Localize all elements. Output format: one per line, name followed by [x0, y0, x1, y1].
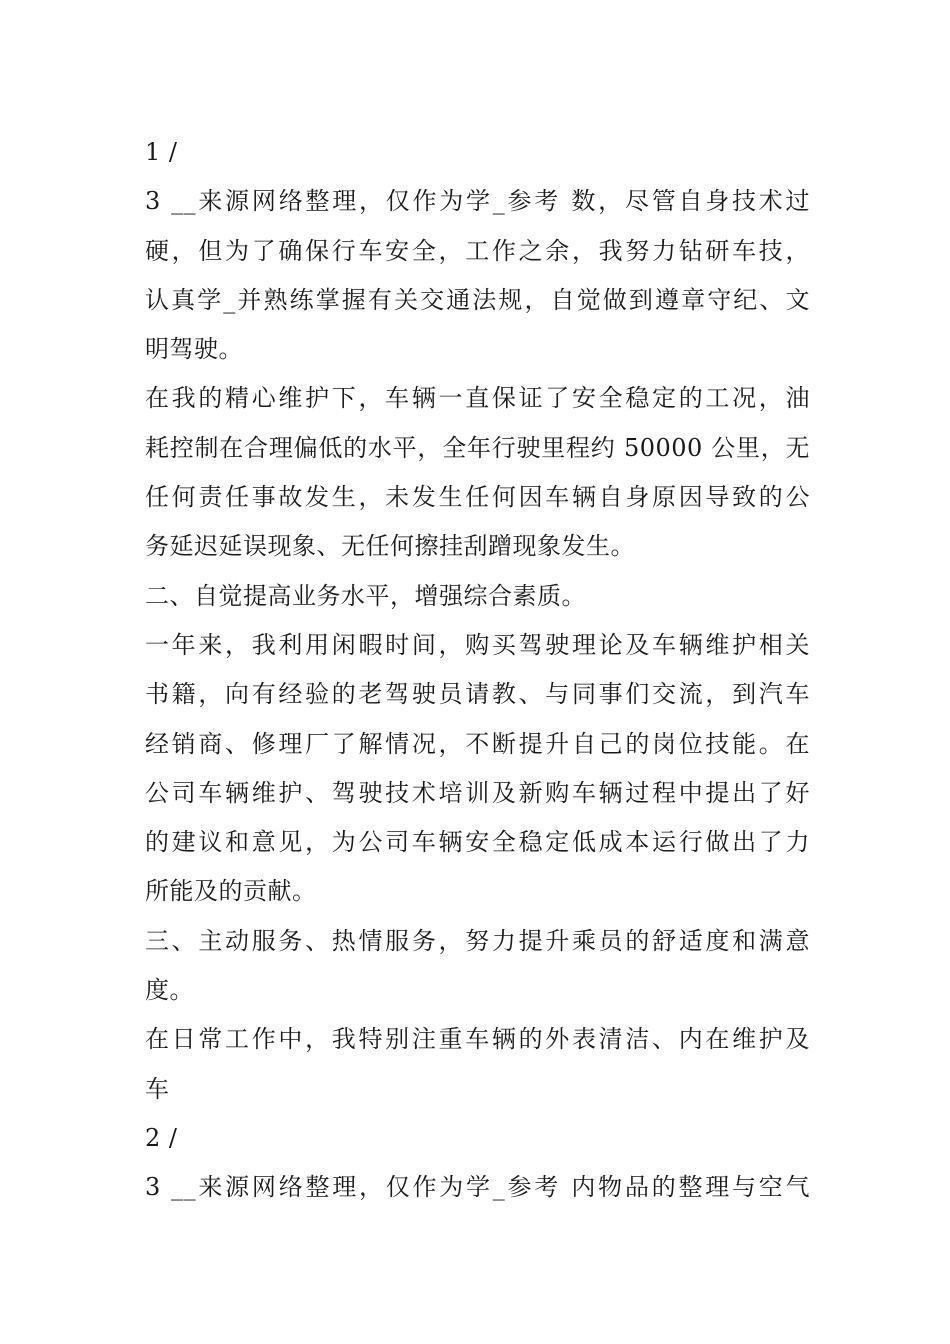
section-heading: 度。: [145, 976, 194, 1005]
body-line: 公司车辆维护、驾驶技术培训及新购车辆过程中提出了好: [145, 778, 810, 807]
body-line: 书籍，向有经验的老驾驶员请教、与同事们交流，到汽车: [145, 680, 810, 709]
body-line: 在我的精心维护下，车辆一直保证了安全稳定的工况，油: [145, 384, 810, 413]
body-line: 3 __来源网络整理，仅作为学_参考 数，尽管自身技术过: [145, 187, 810, 216]
page-marker: 1 /: [145, 138, 178, 166]
body-line: 硬，但为了确保行车安全，工作之余，我努力钻研车技，: [145, 236, 810, 265]
body-line: 车: [145, 1074, 170, 1103]
body-line: 3 __来源网络整理，仅作为学_参考 内物品的整理与空气: [145, 1173, 810, 1202]
document-body: [145, 128, 810, 1213]
body-line: 明驾驶。: [145, 335, 243, 364]
body-line: 任何责任事故发生，未发生任何因车辆自身原因导致的公: [145, 483, 810, 512]
section-heading: 三、主动服务、热情服务，努力提升乘员的舒适度和满意: [145, 926, 810, 955]
body-line: 务延迟延误现象、无任何擦挂刮蹭现象发生。: [145, 532, 635, 561]
body-line: 的建议和意见，为公司车辆安全稳定低成本运行做出了力: [145, 828, 810, 857]
body-line: 经销商、修理厂了解情况，不断提升自己的岗位技能。在: [145, 729, 810, 758]
page-marker: 2 /: [145, 1123, 178, 1152]
body-line: 所能及的贡献。: [145, 877, 317, 906]
body-line: 一年来，我利用闲暇时间，购买驾驶理论及车辆维护相关: [145, 630, 810, 659]
body-line: 耗控制在合理偏低的水平，全年行驶里程约 50000 公里，无: [145, 433, 810, 462]
section-heading: 二、自觉提高业务水平，增强综合素质。: [145, 581, 586, 610]
body-line: 认真学_并熟练掌握有关交通法规，自觉做到遵章守纪、文: [145, 285, 810, 314]
body-line: 在日常工作中，我特别注重车辆的外表清洁、内在维护及: [145, 1025, 810, 1054]
